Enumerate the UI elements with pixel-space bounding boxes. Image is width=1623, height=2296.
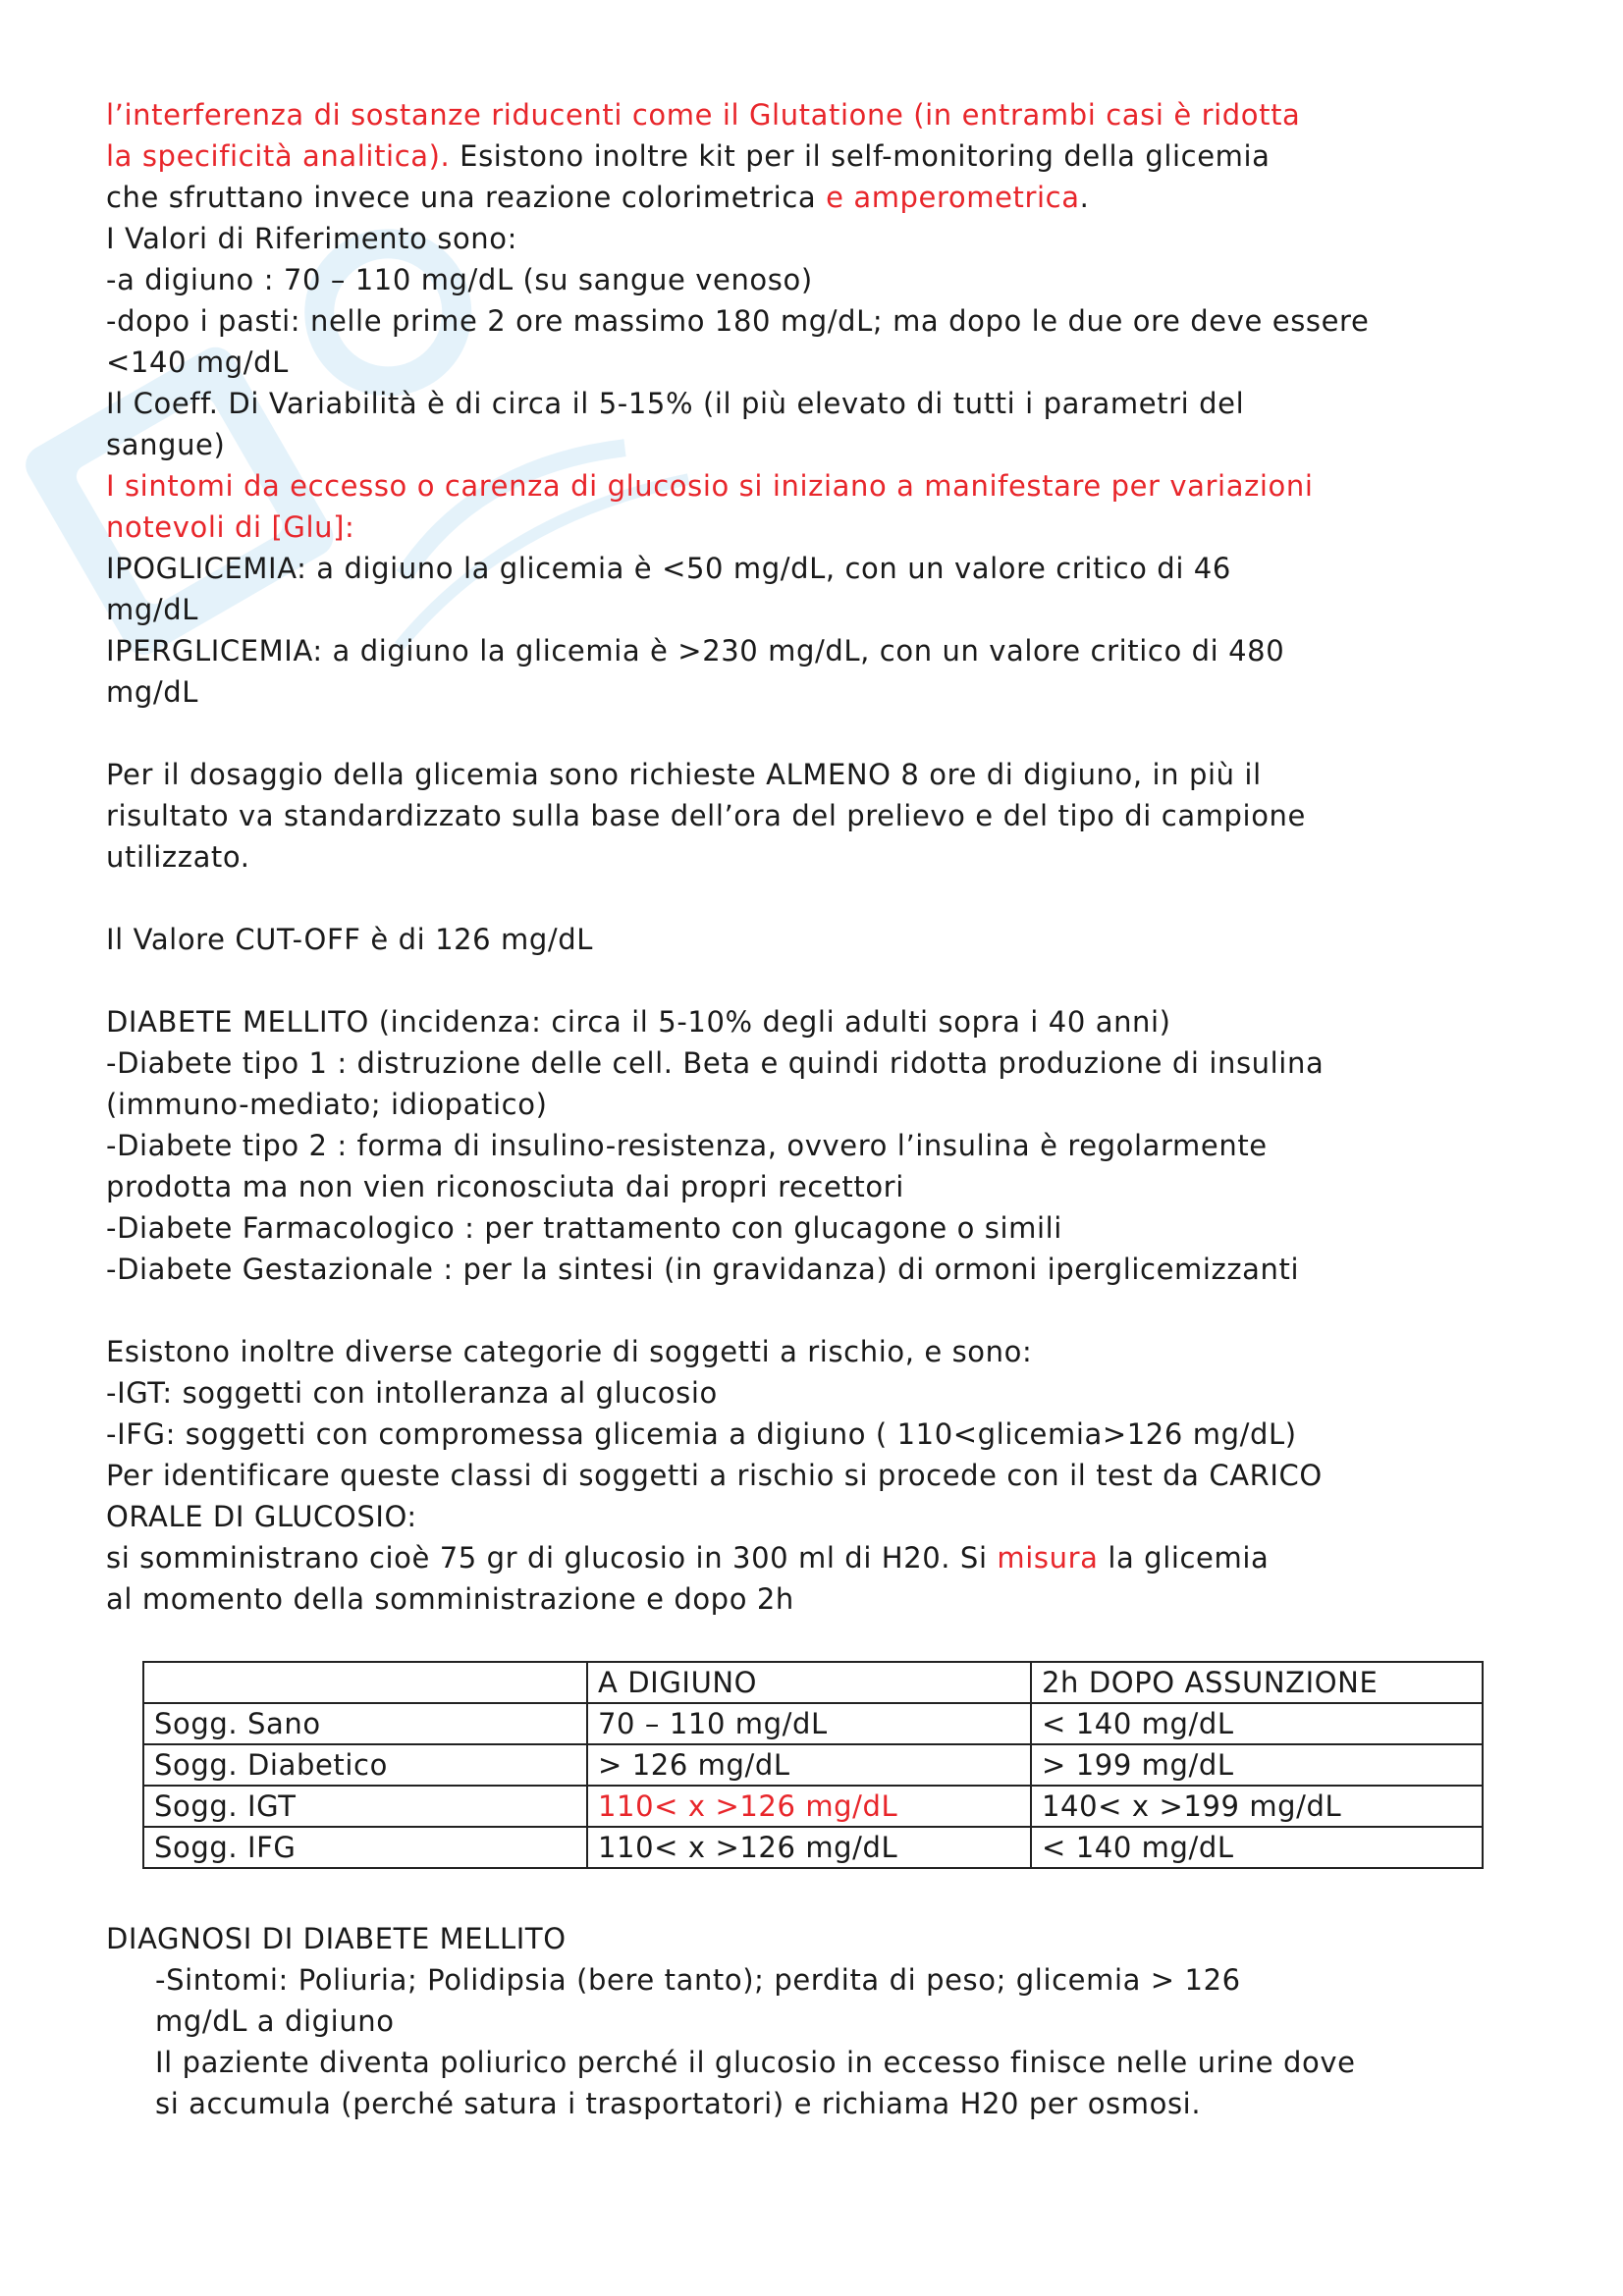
text-line: risultato va standardizzato sulla base dell’ora del prelievo e del tipo di campione	[106, 799, 1306, 832]
glycemia-table	[142, 1661, 1484, 1869]
text-line: I sintomi da eccesso o carenza di glucosio si iniziano a manifestare per variazioni	[106, 469, 1314, 503]
text-line: Il Coeff. Di Variabilità è di circa il 5-15% (il più elevato di tutti i parametri del	[106, 387, 1245, 420]
text-line: prodotta ma non vien riconosciuta dai propri recettori	[106, 1170, 904, 1203]
body-text	[106, 94, 1500, 1620]
text-line: Per identificare queste classi di soggetti a rischio si procede con il test da CARICO	[106, 1459, 1323, 1492]
table-row	[143, 1827, 1483, 1868]
text-line: si somministrano cioè 75 gr di glucosio in 300 ml di H20. Si misura la glicemia	[106, 1541, 1270, 1575]
table-row	[143, 1744, 1483, 1786]
text-line: mg/dL	[106, 593, 198, 626]
table-cell: < 140 mg/dL	[1031, 1703, 1483, 1744]
table-cell: > 199 mg/dL	[1031, 1744, 1483, 1786]
table-cell: 110< x >126 mg/dL	[587, 1827, 1031, 1868]
text-line: -Diabete tipo 2 : forma di insulino-resistenza, ovvero l’insulina è regolarmente	[106, 1129, 1268, 1162]
text-line: <140 mg/dL	[106, 346, 289, 379]
text-line: sangue)	[106, 428, 226, 461]
text-line: mg/dL a digiuno	[155, 2004, 395, 2038]
text-line: che sfruttano invece una reazione colorimetrica e amperometrica.	[106, 181, 1090, 214]
spacer	[106, 1290, 1500, 1331]
text-line: -a digiuno : 70 – 110 mg/dL (su sangue venoso)	[106, 263, 813, 296]
table-cell: > 126 mg/dL	[587, 1744, 1031, 1786]
text-line: -Diabete Farmacologico : per trattamento con glucagone o simili	[106, 1211, 1062, 1245]
text-line: Il paziente diventa poliurico perché il glucosio in eccesso finisce nelle urine dove	[155, 2046, 1356, 2079]
spacer	[106, 960, 1500, 1001]
text-line: -IGT: soggetti con intolleranza al glucosio	[106, 1376, 718, 1410]
text-line: Per il dosaggio della glicemia sono richieste ALMENO 8 ore di digiuno, in più il	[106, 758, 1262, 791]
text-line: al momento della somministrazione e dopo 2h	[106, 1582, 794, 1616]
diagnosis-section	[106, 1918, 1500, 2124]
table-cell: Sogg. IGT	[143, 1786, 587, 1827]
table-header-cell	[143, 1662, 587, 1703]
text-line: I Valori di Riferimento sono:	[106, 222, 517, 255]
table-cell: 140< x >199 mg/dL	[1031, 1786, 1483, 1827]
table-cell: 110< x >126 mg/dL	[587, 1786, 1031, 1827]
spacer	[106, 878, 1500, 919]
spacer	[106, 713, 1500, 754]
text-line: IPOGLICEMIA: a digiuno la glicemia è <50 mg/dL, con un valore critico di 46	[106, 552, 1231, 585]
section-heading: DIABETE MELLITO (incidenza: circa il 5-10% degli adulti sopra i 40 anni)	[106, 1005, 1171, 1039]
table-cell: < 140 mg/dL	[1031, 1827, 1483, 1868]
text-line: -Diabete tipo 1 : distruzione delle cell. Beta e quindi ridotta produzione di insulina	[106, 1046, 1325, 1080]
table-header-row	[143, 1662, 1483, 1703]
text-line: si accumula (perché satura i trasportatori) e richiama H20 per osmosi.	[155, 2087, 1202, 2120]
table-cell: Sogg. Sano	[143, 1703, 587, 1744]
text-line: (immuno-mediato; idiopatico)	[106, 1088, 548, 1121]
table-cell: Sogg. IFG	[143, 1827, 587, 1868]
section-heading: DIAGNOSI DI DIABETE MELLITO	[106, 1922, 567, 1955]
text-line: -Sintomi: Poliuria; Polidipsia (bere tanto); perdita di peso; glicemia > 126	[155, 1963, 1241, 1997]
text-line: IPERGLICEMIA: a digiuno la glicemia è >230 mg/dL, con un valore critico di 480	[106, 634, 1285, 667]
table-cell: 70 – 110 mg/dL	[587, 1703, 1031, 1744]
text-line: Esistono inoltre diverse categorie di soggetti a rischio, e sono:	[106, 1335, 1033, 1368]
table-row	[143, 1786, 1483, 1827]
table-header-cell: A DIGIUNO	[587, 1662, 1031, 1703]
table-header-cell: 2h DOPO ASSUNZIONE	[1031, 1662, 1483, 1703]
text-line: l’interferenza di sostanze riducenti come il Glutatione (in entrambi casi è ridotta	[106, 98, 1301, 132]
text-line: -Diabete Gestazionale : per la sintesi (in gravidanza) di ormoni iperglicemizzanti	[106, 1253, 1300, 1286]
text-line: -dopo i pasti: nelle prime 2 ore massimo 180 mg/dL; ma dopo le due ore deve essere	[106, 304, 1370, 338]
table-cell: Sogg. Diabetico	[143, 1744, 587, 1786]
text-line: ORALE DI GLUCOSIO:	[106, 1500, 417, 1533]
text-line: utilizzato.	[106, 840, 250, 874]
text-line: notevoli di [Glu]:	[106, 510, 355, 544]
text-line: mg/dL	[106, 675, 198, 709]
text-line: Il Valore CUT-OFF è di 126 mg/dL	[106, 923, 594, 956]
text-line: -IFG: soggetti con compromessa glicemia a digiuno ( 110<glicemia>126 mg/dL)	[106, 1417, 1297, 1451]
table-row	[143, 1703, 1483, 1744]
text-line: la specificità analitica). Esistono inoltre kit per il self-monitoring della glicemia	[106, 139, 1271, 173]
